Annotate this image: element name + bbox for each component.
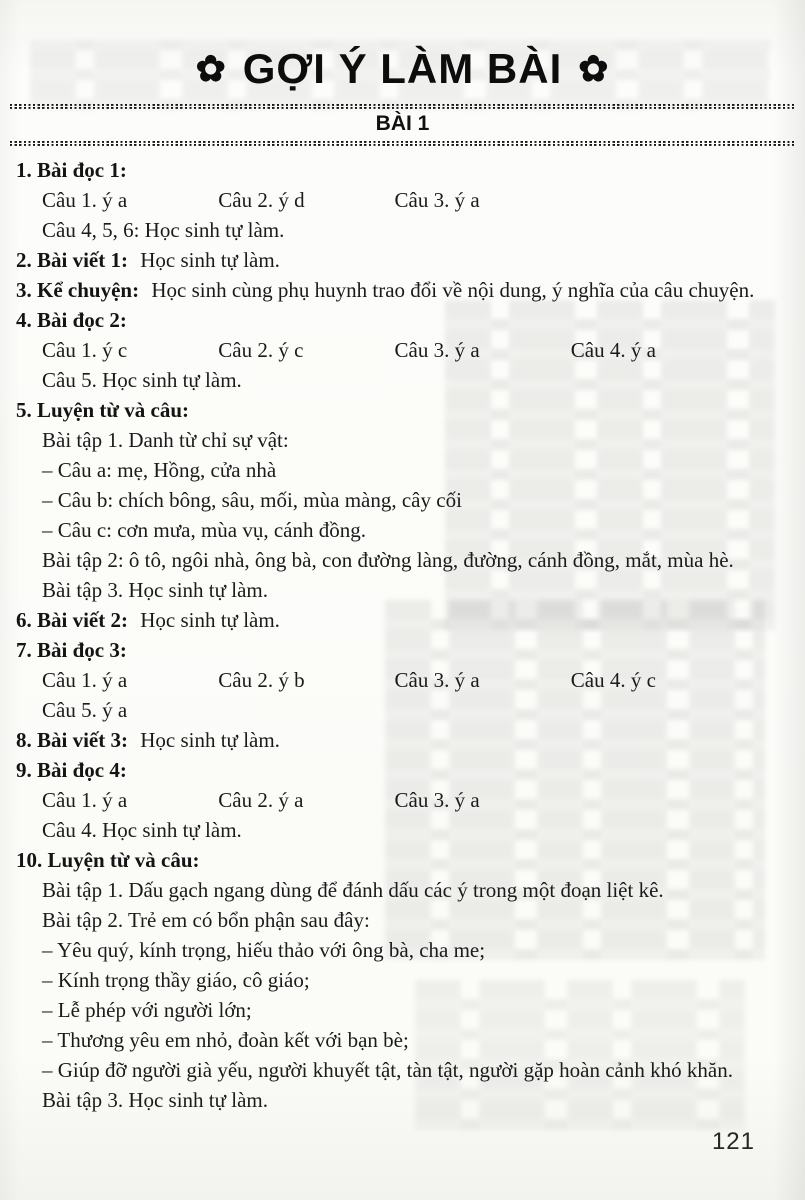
- answer-cell: Câu 2. ý c: [218, 338, 304, 362]
- item-title: Kể chuyện:: [37, 278, 140, 302]
- answer-cell: Câu 3. ý a: [394, 188, 480, 212]
- page-number: 121: [711, 1128, 755, 1155]
- item-number: 8.: [16, 728, 32, 752]
- item-heading-tail: Học sinh tự làm.: [140, 728, 280, 752]
- item-title: Bài đọc 2:: [37, 308, 127, 332]
- flower-icon-right: ✿: [578, 48, 610, 89]
- answers-content: [0, 155, 805, 1115]
- answer-cell: Câu 3. ý a: [394, 338, 480, 362]
- item-heading: [0, 245, 805, 275]
- answer-line: Câu 5. ý a: [42, 698, 128, 722]
- item-heading-tail: Học sinh cùng phụ huynh trao đổi về nội dung, ý nghĩa của câu chuyện.: [151, 278, 755, 302]
- answer-line: – Câu b: chích bông, sâu, mối, mùa màng, cây cối: [42, 488, 462, 512]
- answer-item-6: [0, 605, 805, 635]
- answer-item-2: [0, 245, 805, 275]
- item-heading: [0, 155, 805, 185]
- item-heading: [0, 275, 805, 305]
- answer-cell: Câu 1. ý a: [42, 668, 128, 692]
- answer-line: Bài tập 1. Danh từ chỉ sự vật:: [42, 428, 289, 452]
- answer-item-7: [0, 635, 805, 725]
- item-title: Bài viết 1:: [37, 248, 128, 272]
- answer-line: – Câu c: cơn mưa, mùa vụ, cánh đồng.: [42, 518, 366, 542]
- answer-choices-row: [0, 335, 805, 365]
- dotted-divider-bottom: [10, 141, 795, 146]
- item-title: Bài đọc 1:: [37, 158, 127, 182]
- answer-line: – Kính trọng thầy giáo, cô giáo;: [42, 968, 310, 992]
- answer-line: Bài tập 2. Trẻ em có bổn phận sau đây:: [42, 908, 370, 932]
- item-number: 1.: [16, 158, 32, 182]
- answer-line: Bài tập 3. Học sinh tự làm.: [42, 578, 269, 602]
- answer-item-4: [0, 305, 805, 395]
- answer-line: Bài tập 3. Học sinh tự làm.: [42, 1088, 269, 1112]
- answer-line: Câu 5. Học sinh tự làm.: [42, 368, 242, 392]
- item-number: 7.: [16, 638, 32, 662]
- page-title: [0, 40, 805, 98]
- item-heading-tail: Học sinh tự làm.: [140, 248, 280, 272]
- item-number: 5.: [16, 398, 32, 422]
- answer-line: Câu 4, 5, 6: Học sinh tự làm.: [42, 218, 285, 242]
- answer-cell: Câu 2. ý a: [218, 788, 304, 812]
- answer-item-1: [0, 155, 805, 245]
- answer-item-5: [0, 395, 805, 605]
- answer-line: – Câu a: mẹ, Hồng, cửa nhà: [42, 458, 277, 482]
- item-heading: [0, 725, 805, 755]
- item-title: Bài đọc 3:: [37, 638, 127, 662]
- answer-choices-row: [0, 665, 805, 695]
- answer-item-8: [0, 725, 805, 755]
- answer-line: – Yêu quý, kính trọng, hiếu thảo với ông bà, cha me;: [42, 938, 486, 962]
- flower-icon-left: ✿: [195, 48, 227, 89]
- item-number: 6.: [16, 608, 32, 632]
- item-heading: [0, 635, 805, 665]
- item-heading: [0, 845, 805, 875]
- lesson-heading: BÀI 1: [375, 112, 430, 135]
- answer-cell: Câu 1. ý c: [42, 338, 128, 362]
- answer-cell: Câu 2. ý d: [218, 188, 305, 212]
- answer-item-9: [0, 755, 805, 845]
- item-number: 4.: [16, 308, 32, 332]
- answer-choices-row: [0, 785, 805, 815]
- answer-cell: Câu 4. ý c: [570, 668, 656, 692]
- answer-line: – Lễ phép với người lớn;: [42, 998, 252, 1022]
- item-heading: [0, 605, 805, 635]
- answer-line: Bài tập 2: ô tô, ngôi nhà, ông bà, con đường làng, đường, cánh đồng, mắt, mùa hè.: [42, 548, 734, 572]
- answer-item-10: [0, 845, 805, 1115]
- item-number: 9.: [16, 758, 32, 782]
- answer-line: Bài tập 1. Dấu gạch ngang dùng để đánh dấu các ý trong một đoạn liệt kê.: [42, 878, 664, 902]
- answer-cell: Câu 4. ý a: [570, 338, 656, 362]
- item-number: 10.: [16, 848, 43, 872]
- item-title: Bài viết 3:: [37, 728, 128, 752]
- item-heading: [0, 755, 805, 785]
- item-title: Luyện từ và câu:: [47, 848, 200, 872]
- item-title: Bài viết 2:: [37, 608, 128, 632]
- answer-cell: Câu 3. ý a: [394, 668, 480, 692]
- answer-cell: Câu 1. ý a: [42, 788, 128, 812]
- answer-line: Câu 4. Học sinh tự làm.: [42, 818, 242, 842]
- item-heading-tail: Học sinh tự làm.: [140, 608, 280, 632]
- answer-choices-row: [0, 185, 805, 215]
- item-number: 3.: [16, 278, 32, 302]
- answer-cell: Câu 1. ý a: [42, 188, 128, 212]
- answer-line: – Giúp đỡ người già yếu, người khuyết tật, tàn tật, người gặp hoàn cảnh khó khăn.: [42, 1058, 733, 1082]
- answer-item-3: [0, 275, 805, 305]
- answer-cell: Câu 2. ý b: [218, 668, 305, 692]
- item-heading: [0, 395, 805, 425]
- page-title-text: GỢI Ý LÀM BÀI: [242, 45, 563, 92]
- answer-line: – Thương yêu em nhỏ, đoàn kết với bạn bè;: [42, 1028, 409, 1052]
- item-number: 2.: [16, 248, 32, 272]
- item-heading: [0, 305, 805, 335]
- item-title: Luyện từ và câu:: [37, 398, 190, 422]
- item-title: Bài đọc 4:: [37, 758, 127, 782]
- answer-cell: Câu 3. ý a: [394, 788, 480, 812]
